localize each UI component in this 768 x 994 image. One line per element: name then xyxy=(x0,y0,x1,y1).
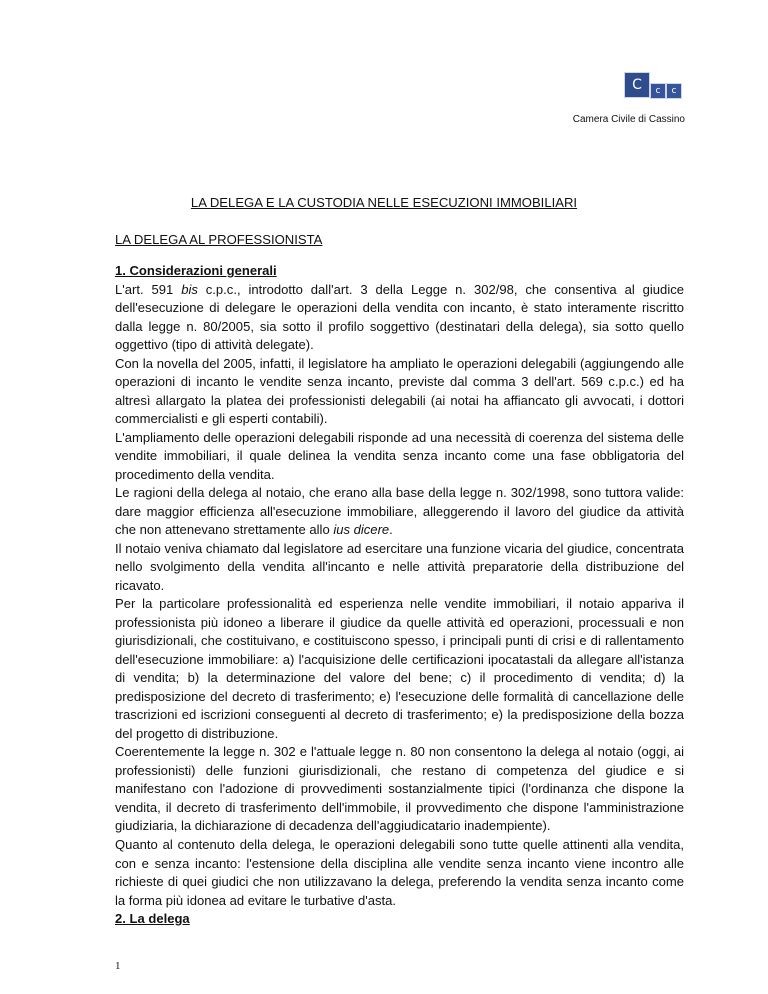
paragraph-4 xyxy=(115,484,684,540)
logo-letter-c-large: C xyxy=(624,72,650,98)
paragraph-1-emphasis: bis xyxy=(181,281,198,297)
paragraph-1 xyxy=(115,281,684,355)
paragraph-3: L'ampliamento delle operazioni delegabili risponde ad una necessità di coerenza del sistema delle vendite immobiliari, il quale delinea la vendita senza incanto come una fase obbligatoria del procedimento della vendita. xyxy=(115,429,684,482)
document-title: LA DELEGA E LA CUSTODIA NELLE ESECUZIONI IMMOBILIARI xyxy=(190,195,578,210)
heading-considerazioni-generali: 1. Considerazioni generali xyxy=(115,263,277,278)
heading-la-delega: 2. La delega xyxy=(115,911,190,927)
organization-name: Camera Civile di Cassino xyxy=(572,114,685,125)
section-title: LA DELEGA AL PROFESSIONISTA xyxy=(115,232,323,247)
paragraph-7: Coerentemente la legge n. 302 e l'attuale legge n. 80 non consentono la delega al notaio (oggi, ai professionisti) delle funzioni giurisdizionali, che restano di competenza del giudice e si manifestano con l'adozione di provvedimenti sostanzialmente tipici (l'ordinanza che dispone la vendita, il decreto di trasferimento dell'immobile, il provvedimento che dispone l'amministrazione giudiziaria, la dichiarazione di decadenza dell'aggiudicatario inadempiente). xyxy=(115,744,684,834)
logo-letter-c-small-1: c xyxy=(650,83,666,99)
paragraph-8: Quanto al contenuto della delega, le operazioni delegabili sono tutte quelle attinenti alla vendita, con e senza incanto: l'estensione della disciplina alle vendite senza incanto viene incontro alle richieste di quei giudici che non utilizzavano la delega, preferendo la vendita senza incanto come la forma più idonea ad evitare le turbative d'asta. xyxy=(115,836,684,908)
paragraph-5: Il notaio veniva chiamato dal legislatore ad esercitare una funzione vicaria del giudice, concentrata nello svolgimento della vendita all'incanto e nelle attività preparatorie della distribuzione del ricavato. xyxy=(115,540,684,593)
page-number: 1 xyxy=(115,960,121,972)
logo-letter-c-small-2: c xyxy=(666,83,682,99)
paragraph-6: Per la particolare professionalità ed esperienza nelle vendite immobiliari, il notaio appariva il professionista più idoneo a liberare il giudice da quelle attività ed operazioni, processuali e non giurisdizionali, che costituivano, e costituiscono spesso, i principali punti di crisi e di rallentamento dell'esecuzione immobiliare: a) l'acquisizione delle certificazioni ipocatastali da allegare all'istanza di vendita; b) la determinazione del valore del bene; c) il procedimento di vendita; d) la predisposizione del decreto di trasferimento; e) l'esecuzione delle formalità di cancellazione delle trascrizioni ed iscrizioni conseguenti al decreto di trasferimento; e) la predisposizione della bozza del progetto di distribuzione. xyxy=(115,596,684,741)
paragraph-4-text-b: . xyxy=(389,522,393,538)
camera-civile-logo xyxy=(624,72,684,98)
paragraph-1-text-b: c.p.c., introdotto dall'art. 3 della Legge n. 302/98, che consentiva al giudice dell'esecuzione di delegare le operazioni della vendita con incanto, è stato interamente riscritto dalla legge n. 80/2005, sia sotto il profilo soggettivo (destinatari della delega), sia sotto quello oggettivo (tipo di attività delegate). xyxy=(115,281,684,353)
paragraph-1-text-a: L'art. 591 xyxy=(115,281,182,297)
paragraph-2: Con la novella del 2005, infatti, il legislatore ha ampliato le operazioni delegabili (aggiungendo alle operazioni di incanto le vendite senza incanto, previste dal comma 3 dell'art. 569 c.p.c.) ed ha altresì allargato la platea dei professionisti delegabili (ai notai ha affiancato gli avvocati, i dottori commercialisti e gli esperti contabili). xyxy=(115,355,684,427)
document-body xyxy=(115,262,684,929)
paragraph-4-emphasis: ius dicere xyxy=(333,522,390,538)
paragraph-4-text-a: Le ragioni della delega al notaio, che erano alla base della legge n. 302/1998, sono tuttora valide: dare maggior efficienza all'esecuzione immobiliare, alleggerendo il lavoro del giudice da attività che non attenevano strettamente allo xyxy=(115,485,684,538)
